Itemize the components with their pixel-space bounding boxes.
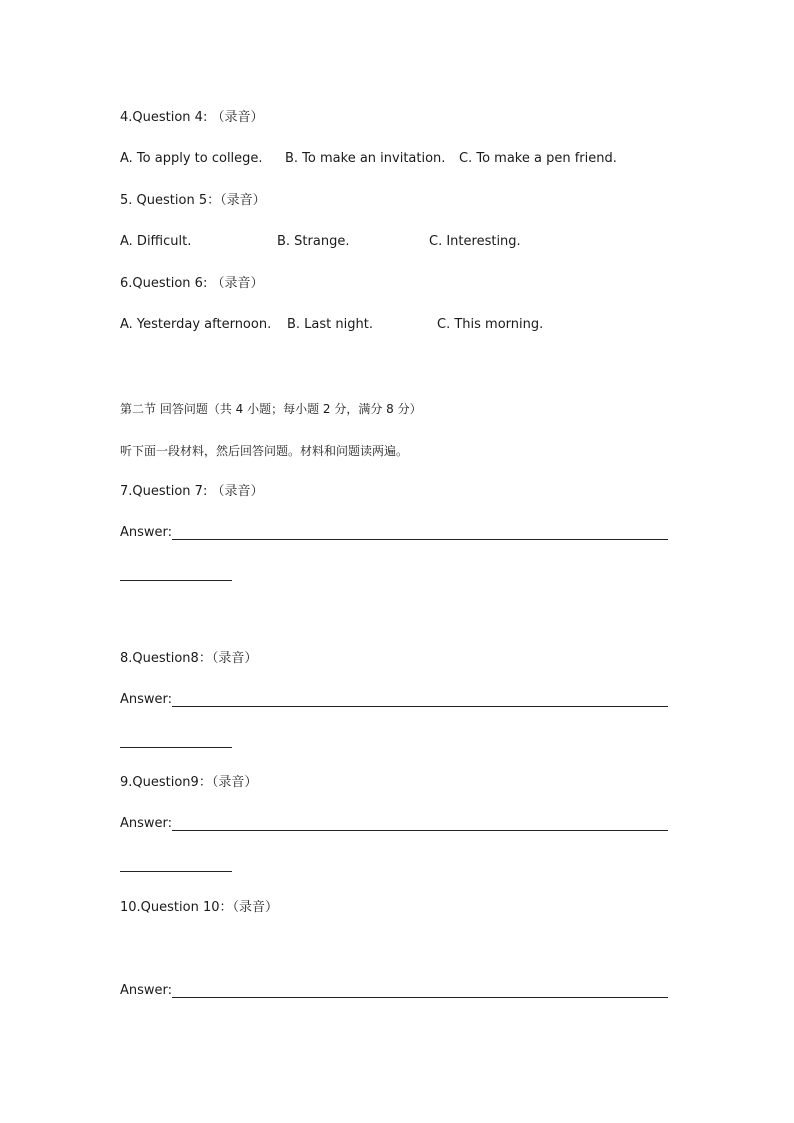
question-10-label: 10.Question 10：（录音） xyxy=(120,900,278,915)
question-4-option-a[interactable]: A. To apply to college. xyxy=(120,151,263,166)
answer-label: Answer: xyxy=(120,816,173,831)
question-10-answer[interactable] xyxy=(120,983,668,1001)
question-5-option-c[interactable]: C. Interesting. xyxy=(429,234,521,249)
answer-label: Answer: xyxy=(120,983,173,998)
question-5-option-a[interactable]: A. Difficult. xyxy=(120,234,192,249)
answer-label: Answer: xyxy=(120,692,173,707)
question-4-option-c[interactable]: C. To make a pen friend. xyxy=(459,151,617,166)
answer-line[interactable] xyxy=(172,706,668,707)
question-5-options xyxy=(120,234,680,250)
question-8-answer-continuation-line[interactable] xyxy=(120,747,232,748)
question-5-option-b[interactable]: B. Strange. xyxy=(277,234,350,249)
answer-line[interactable] xyxy=(172,997,668,998)
answer-line[interactable] xyxy=(172,830,668,831)
answer-line[interactable] xyxy=(172,539,668,540)
question-4-option-b[interactable]: B. To make an invitation. xyxy=(285,151,446,166)
question-9-answer-continuation-line[interactable] xyxy=(120,871,232,872)
question-7-label: 7.Question 7: （录音） xyxy=(120,484,264,499)
question-6-option-b[interactable]: B. Last night. xyxy=(287,317,373,332)
section-2-instruction: 听下面一段材料，然后回答问题。材料和问题读两遍。 xyxy=(120,444,409,458)
question-4-label: 4.Question 4: （录音） xyxy=(120,110,264,125)
question-6-option-c[interactable]: C. This morning. xyxy=(437,317,544,332)
question-6-option-a[interactable]: A. Yesterday afternoon. xyxy=(120,317,272,332)
question-8-label: 8.Question8：（录音） xyxy=(120,651,258,666)
answer-label: Answer: xyxy=(120,525,173,540)
question-9-label: 9.Question9：（录音） xyxy=(120,775,258,790)
question-9-answer[interactable] xyxy=(120,816,668,834)
question-7-answer-continuation-line[interactable] xyxy=(120,580,232,581)
question-6-label: 6.Question 6: （录音） xyxy=(120,276,264,291)
question-4-options xyxy=(120,151,680,167)
question-6-options xyxy=(120,317,680,333)
question-8-answer[interactable] xyxy=(120,692,668,710)
question-5-label: 5. Question 5：（录音） xyxy=(120,193,266,208)
section-2-title: 第二节 回答问题（共 4 小题；每小题 2 分，满分 8 分） xyxy=(120,402,422,416)
question-7-answer[interactable] xyxy=(120,525,668,543)
